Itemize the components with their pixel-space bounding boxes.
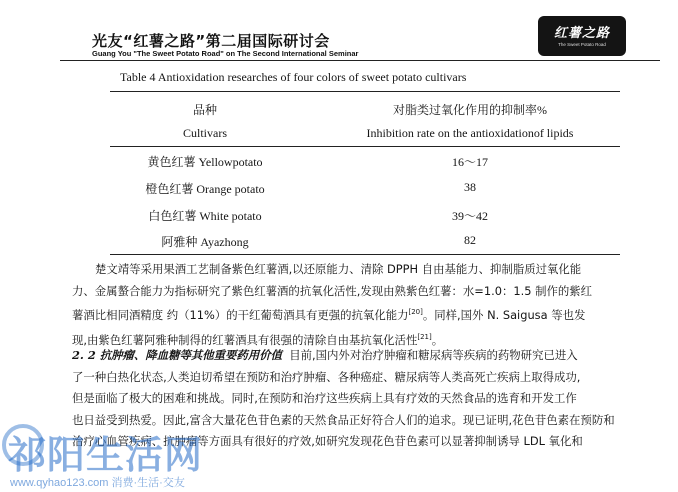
text-line: 了一种白热化状态,人类迫切希望在预防和治疗肿瘤、各种癌症、糖尿病等人类高死亡疾病上取得成功, bbox=[72, 369, 581, 384]
text-line: 楚文靖等采用果酒工艺制备紫色红薯酒,以还原能力、清除 DPPH 自由基能力、抑制脂质过氧化能 bbox=[95, 262, 582, 276]
text-line: 但是面临了极大的困难和挑战。同时,在预防和治疗这些疾病上具有疗效的天然食品的选育和开发工作 bbox=[72, 391, 577, 405]
text-line: 也日益受到热爱。因此,富含大量花色苷色素的天然食品正好符合人们的追求。现已证明,花色苷色素在预防和 bbox=[72, 412, 615, 427]
header-divider bbox=[60, 60, 660, 61]
header-cultivar-en: Cultivars bbox=[183, 126, 227, 140]
header-inhibition-en: Inhibition rate on the antioxidationof lipids bbox=[366, 126, 574, 140]
table-row-cultivar: 黄色红薯 Yellowpotato bbox=[147, 155, 263, 169]
table-row-rate: 38 bbox=[464, 180, 476, 194]
text-line bbox=[72, 345, 615, 367]
watermark-url: www.qyhao123.com 消费·生活·交友 bbox=[10, 477, 185, 489]
table-bottom-rule bbox=[110, 254, 620, 255]
paragraph-antioxidation bbox=[72, 259, 592, 351]
table-top-rule bbox=[110, 91, 620, 92]
watermark-logo: 祁阳生活网 bbox=[8, 433, 204, 477]
table-row-rate: 82 bbox=[464, 233, 476, 247]
section-heading: 2. 2 抗肿瘤、降血糖等其他重要药用价值 bbox=[72, 348, 282, 362]
table-row-cultivar: 阿雅种 Ayazhong bbox=[161, 235, 249, 249]
logo-text: 红薯之路 bbox=[553, 26, 610, 41]
citation-ref: [21] bbox=[417, 332, 432, 341]
text-fragment: 现,由紫色红薯阿雅种制得的红薯酒具有很强的清除自由基抗氧化活性 bbox=[72, 332, 418, 347]
site-watermark bbox=[0, 420, 240, 492]
table-row-rate: 39～42 bbox=[451, 209, 488, 223]
page-header bbox=[0, 0, 678, 66]
seminar-logo bbox=[538, 16, 626, 56]
seminar-subtitle: Guang You "The Sweet Potato Road" on The Second International Seminar bbox=[92, 49, 359, 58]
text-line: 力、金属螯合能力为指标研究了紫色红薯酒的抗氧化活性,发现由熟紫色红薯：水=1.0：1.5 制作的紫红 bbox=[72, 283, 593, 298]
seminar-title: 光友“红薯之路”第二届国际研讨会 bbox=[92, 32, 330, 50]
text-line: 治疗心血管疾病、抗肿瘤等方面具有很好的疗效,如研究发现花色苷色素可以显著抑制诱导 LDL 氧化和 bbox=[72, 434, 583, 448]
text-fragment: 目前,国内外对治疗肿瘤和糖尿病等疾病的药物研究已进入 bbox=[289, 348, 578, 362]
text-line bbox=[72, 302, 592, 327]
table-row-rate: 16～17 bbox=[451, 155, 488, 169]
table-caption: Table 4 Antioxidation researches of four colors of sweet potato cultivars bbox=[120, 70, 467, 84]
table-header-rule bbox=[110, 146, 620, 147]
logo-subtext: The Sweet Potato Road bbox=[558, 42, 606, 47]
header-inhibition-cn: 对脂类过氧化作用的抑制率% bbox=[393, 103, 547, 117]
citation-ref: [20] bbox=[408, 308, 423, 316]
text-fragment: 薯酒比相同酒精度 约（11%）的干红葡萄酒具有更强的抗氧化能力 bbox=[72, 308, 409, 322]
header-cultivar-cn: 品种 bbox=[192, 103, 217, 117]
text-fragment: 。同样,国外 N. Saigusa 等也发 bbox=[422, 308, 586, 322]
table-row-cultivar: 白色红薯 White potato bbox=[148, 209, 262, 223]
table-row-cultivar: 橙色红薯 Orange potato bbox=[145, 182, 265, 196]
text-fragment: 。 bbox=[431, 332, 444, 347]
